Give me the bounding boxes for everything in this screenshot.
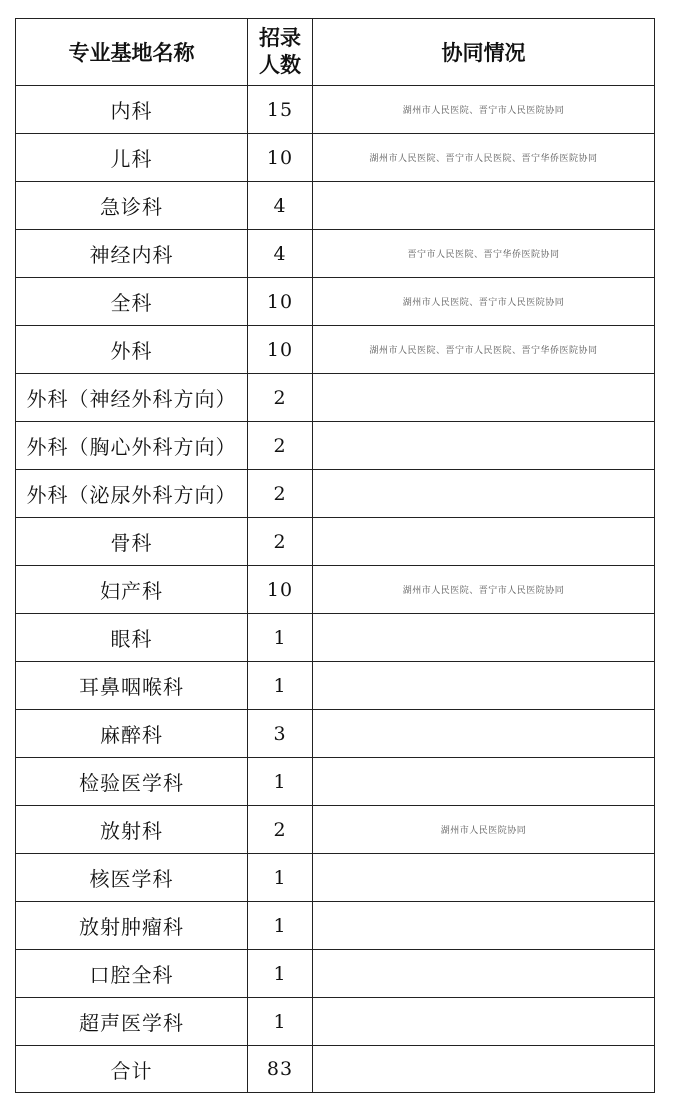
collaboration-cell — [313, 902, 655, 950]
table-row — [16, 614, 655, 662]
base-name-cell: 儿科 — [16, 134, 248, 182]
collaboration-cell — [313, 518, 655, 566]
collaboration-cell: 湖州市人民医院协同 — [313, 806, 655, 854]
collaboration-cell: 湖州市人民医院、晋宁市人民医院协同 — [313, 566, 655, 614]
recruit-count-cell: 1 — [248, 902, 313, 950]
base-name-cell: 外科 — [16, 326, 248, 374]
table-row — [16, 566, 655, 614]
base-name-cell: 检验医学科 — [16, 758, 248, 806]
base-name-cell: 外科（胸心外科方向） — [16, 422, 248, 470]
recruit-count-cell: 1 — [248, 998, 313, 1046]
recruit-count-cell: 2 — [248, 422, 313, 470]
collaboration-cell — [313, 614, 655, 662]
table-row — [16, 902, 655, 950]
table-row — [16, 998, 655, 1046]
recruit-count-cell: 10 — [248, 278, 313, 326]
base-name-cell: 急诊科 — [16, 182, 248, 230]
base-name-cell: 妇产科 — [16, 566, 248, 614]
table-row — [16, 854, 655, 902]
collaboration-cell — [313, 374, 655, 422]
collaboration-cell — [313, 710, 655, 758]
table-row — [16, 182, 655, 230]
collaboration-cell — [313, 998, 655, 1046]
recruit-count-cell: 1 — [248, 758, 313, 806]
total-row — [16, 1046, 655, 1093]
collaboration-cell: 湖州市人民医院、晋宁市人民医院、晋宁华侨医院协同 — [313, 326, 655, 374]
base-name-cell: 神经内科 — [16, 230, 248, 278]
base-name-cell: 眼科 — [16, 614, 248, 662]
header-recruit-line1: 招录 — [259, 26, 301, 50]
table-row — [16, 374, 655, 422]
collaboration-cell — [313, 950, 655, 998]
base-name-cell: 全科 — [16, 278, 248, 326]
total-label: 合计 — [16, 1046, 248, 1093]
table-row — [16, 710, 655, 758]
base-name-cell: 内科 — [16, 86, 248, 134]
recruit-count-cell: 3 — [248, 710, 313, 758]
base-name-cell: 麻醉科 — [16, 710, 248, 758]
table-row — [16, 422, 655, 470]
recruit-count-cell: 4 — [248, 230, 313, 278]
recruitment-table — [15, 18, 655, 1093]
table-row — [16, 86, 655, 134]
recruit-count-cell: 4 — [248, 182, 313, 230]
collaboration-cell — [313, 662, 655, 710]
collaboration-cell — [313, 470, 655, 518]
header-collaboration: 协同情况 — [313, 19, 655, 86]
base-name-cell: 外科（泌尿外科方向） — [16, 470, 248, 518]
base-name-cell: 骨科 — [16, 518, 248, 566]
base-name-cell: 外科（神经外科方向） — [16, 374, 248, 422]
base-name-cell: 核医学科 — [16, 854, 248, 902]
recruit-count-cell: 10 — [248, 566, 313, 614]
table-row — [16, 134, 655, 182]
table-row — [16, 518, 655, 566]
recruit-count-cell: 15 — [248, 86, 313, 134]
table-row — [16, 230, 655, 278]
recruit-count-cell: 10 — [248, 134, 313, 182]
base-name-cell: 耳鼻咽喉科 — [16, 662, 248, 710]
collaboration-cell: 晋宁市人民医院、晋宁华侨医院协同 — [313, 230, 655, 278]
header-recruit-line2: 人数 — [259, 53, 301, 77]
collaboration-cell — [313, 758, 655, 806]
base-name-cell: 口腔全科 — [16, 950, 248, 998]
table-row — [16, 758, 655, 806]
total-count: 83 — [248, 1046, 313, 1093]
recruit-count-cell: 2 — [248, 806, 313, 854]
recruit-count-cell: 1 — [248, 854, 313, 902]
collaboration-cell — [313, 854, 655, 902]
table-row — [16, 470, 655, 518]
table-row — [16, 806, 655, 854]
header-row — [16, 19, 655, 86]
base-name-cell: 放射科 — [16, 806, 248, 854]
table-row — [16, 326, 655, 374]
recruit-count-cell: 10 — [248, 326, 313, 374]
collaboration-cell: 湖州市人民医院、晋宁市人民医院、晋宁华侨医院协同 — [313, 134, 655, 182]
collaboration-cell — [313, 182, 655, 230]
base-name-cell: 放射肿瘤科 — [16, 902, 248, 950]
table-row — [16, 950, 655, 998]
recruit-count-cell: 2 — [248, 374, 313, 422]
collaboration-cell: 湖州市人民医院、晋宁市人民医院协同 — [313, 86, 655, 134]
recruit-count-cell: 1 — [248, 950, 313, 998]
recruitment-table-sheet — [15, 18, 654, 1093]
recruit-count-cell: 2 — [248, 518, 313, 566]
table-row — [16, 662, 655, 710]
header-base-name: 专业基地名称 — [16, 19, 248, 86]
recruit-count-cell: 1 — [248, 662, 313, 710]
recruit-count-cell: 1 — [248, 614, 313, 662]
recruit-count-cell: 2 — [248, 470, 313, 518]
total-collab-cell — [313, 1046, 655, 1093]
table-row — [16, 278, 655, 326]
collaboration-cell: 湖州市人民医院、晋宁市人民医院协同 — [313, 278, 655, 326]
base-name-cell: 超声医学科 — [16, 998, 248, 1046]
header-recruit-count — [248, 19, 313, 86]
collaboration-cell — [313, 422, 655, 470]
